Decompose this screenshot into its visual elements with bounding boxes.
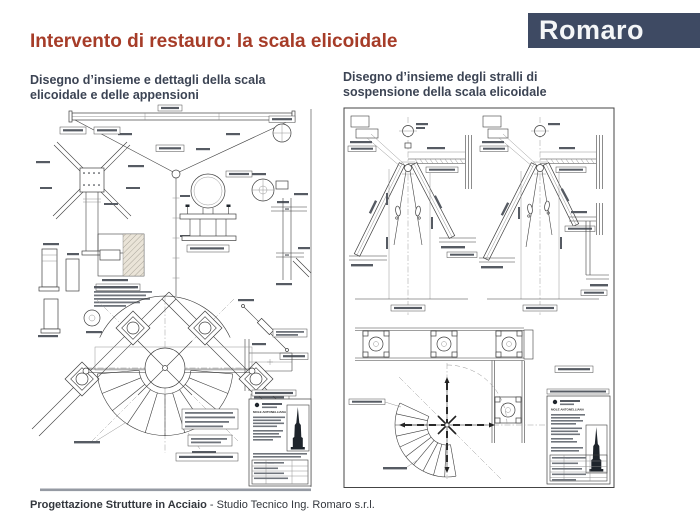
pipe-clamp-detail: [180, 174, 236, 252]
plan-column: [431, 331, 457, 357]
footer-regular-text: - Studio Tecnico Ing. Romaro s.r.l.: [206, 499, 375, 511]
plan-column: [363, 331, 389, 357]
wall-bracket-detail: [96, 234, 144, 291]
column-connection-detail: [271, 193, 311, 285]
romaro-logo-text: Romaro: [539, 15, 645, 45]
title-block-project-name: MOLE ANTONELLIANA: [253, 410, 286, 414]
footer-credit: [30, 499, 375, 511]
tube-details: [38, 243, 102, 337]
section-circle-details: [252, 116, 295, 203]
romaro-logo: [528, 13, 700, 48]
plan-column: [495, 397, 521, 423]
right-technical-drawing: [343, 107, 615, 490]
right-figure-caption: Disegno d’insieme degli stralli di sospensione della scala elicoidale: [343, 70, 547, 100]
title-block: [547, 396, 610, 484]
left-figure-caption: Disegno d’insieme e dettagli della scala elicoidale e delle appensioni: [30, 73, 266, 103]
footer-bold-text: Progettazione Strutture in Acciaio: [30, 499, 207, 511]
title-block: [249, 399, 311, 486]
left-technical-drawing: [30, 103, 312, 492]
page-title: Intervento di restauro: la scala elicoidale: [30, 31, 398, 52]
title-block-project-name: MOLE ANTONELLIANA: [551, 407, 584, 412]
plan-column: [496, 331, 522, 357]
sheet-shadow: [40, 489, 311, 492]
